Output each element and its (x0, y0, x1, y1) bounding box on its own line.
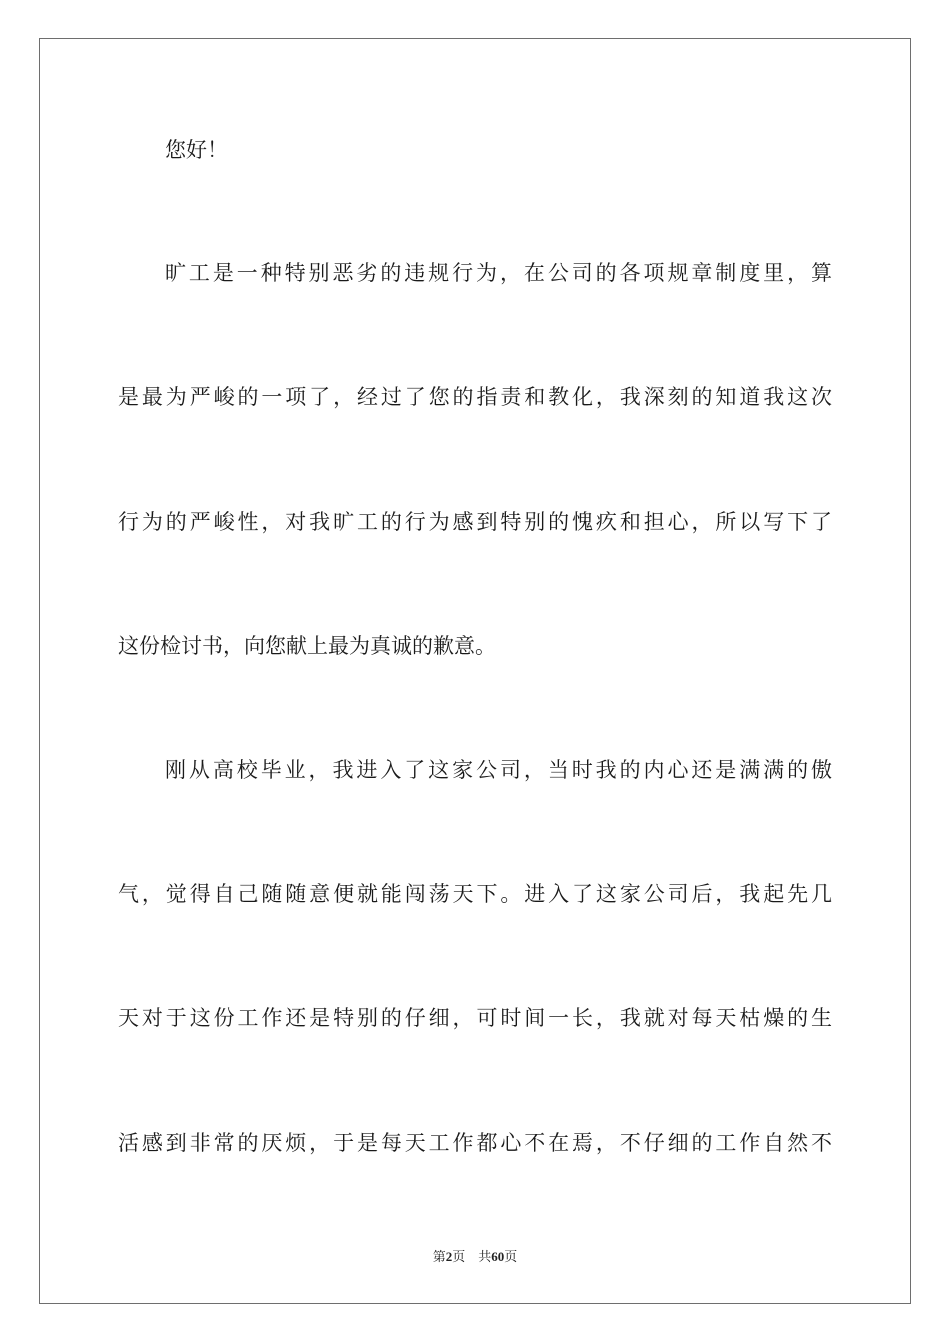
footer-page-prefix: 第 (432, 1249, 446, 1264)
paragraph-1-line-3: 行为的严峻性，对我旷工的行为感到特别的愧疚和担心，所以写下了 (118, 510, 832, 534)
paragraph-1-line-1: 旷工是一种特别恶劣的违规行为，在公司的各项规章制度里，算 (165, 261, 832, 285)
paragraph-2-line-1: 刚从高校毕业，我进入了这家公司，当时我的内心还是满满的傲 (165, 758, 832, 782)
paragraph-1-line-2: 是最为严峻的一项了，经过了您的指责和教化，我深刻的知道我这次 (118, 385, 832, 409)
page-frame (39, 38, 911, 1304)
page-footer (0, 1248, 950, 1266)
footer-page-suffix: 页 (452, 1249, 466, 1264)
footer-total-suffix: 页 (504, 1249, 518, 1264)
footer-page-number: 2 (445, 1249, 453, 1264)
paragraph-2-line-4: 活感到非常的厌烦，于是每天工作都心不在焉，不仔细的工作自然不 (118, 1131, 832, 1155)
footer-total-prefix: 共 (478, 1249, 492, 1264)
footer-total-pages: 60 (491, 1249, 505, 1264)
paragraph-2-line-3: 天对于这份工作还是特别的仔细，可时间一长，我就对每天枯燥的生 (118, 1006, 832, 1030)
paragraph-2-line-2: 气，觉得自己随随意便就能闯荡天下。进入了这家公司后，我起先几 (118, 882, 832, 906)
paragraph-1-line-4: 这份检讨书，向您献上最为真诚的歉意。 (118, 634, 496, 658)
greeting-line: 您好！ (165, 138, 228, 162)
